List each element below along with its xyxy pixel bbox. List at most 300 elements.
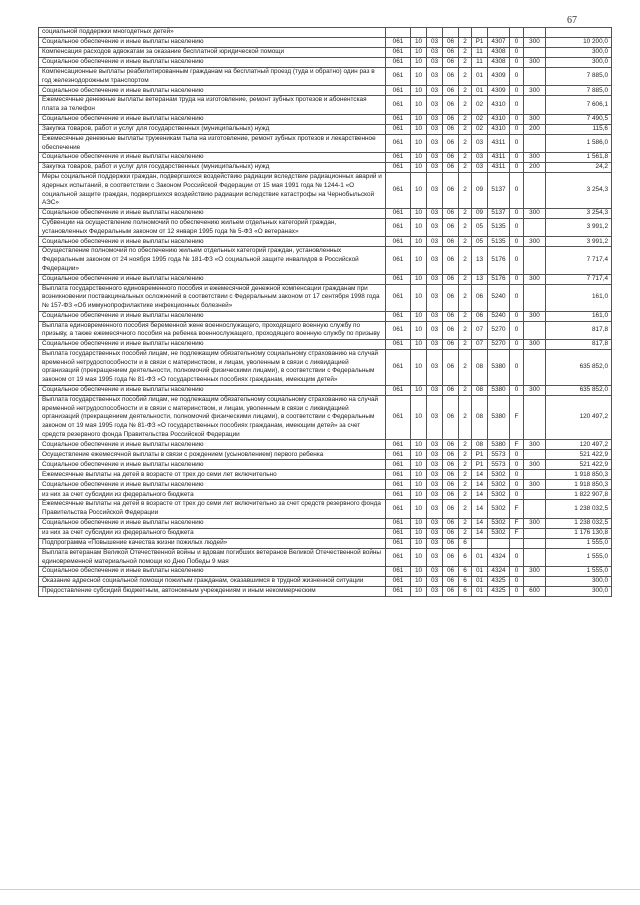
row-name: Выплата ветеранам Великой Отечественной войны и вдовам погибших ветеранов Великой Отечественной войны единовременной материальной помощи ко Дню Победы 9 мая (39, 548, 386, 566)
subprogram-code: 6 (459, 586, 472, 596)
table-row (39, 500, 612, 518)
row-amount: 1 555,0 (546, 548, 612, 566)
direction-code: 5270 (488, 321, 510, 339)
activity-code: 09 (472, 209, 488, 219)
activity-code: 03 (472, 163, 488, 173)
subprogram-code: 2 (459, 247, 472, 274)
section-code: 10 (411, 518, 427, 528)
expense-type-code: 300 (524, 209, 546, 219)
section-code: 10 (411, 163, 427, 173)
expense-type-code (524, 134, 546, 152)
ministry-code: 061 (386, 284, 411, 311)
fund-code: 0 (510, 237, 524, 247)
subsection-code: 03 (427, 490, 443, 500)
expense-type-code (524, 538, 546, 548)
direction-code: 5270 (488, 340, 510, 350)
expense-type-code (524, 173, 546, 209)
subprogram-code: 2 (459, 311, 472, 321)
row-name: Ежемесячные выплаты на детей в возрасте от трех до семи лет включительно (39, 470, 386, 480)
fund-code: 0 (510, 460, 524, 470)
row-name: Социальное обеспечение и иные выплаты населению (39, 460, 386, 470)
subprogram-code: 2 (459, 209, 472, 219)
table-row (39, 284, 612, 311)
program-code: 06 (443, 247, 459, 274)
row-name: Закупка товаров, работ и услуг для государственных (муниципальных) нужд (39, 124, 386, 134)
ministry-code: 061 (386, 567, 411, 577)
row-name: Выплата государственных пособий лицам, не подлежащим обязательному социальному страхованию на случай временной нетрудоспособности и в связи с материнством, и лицам, уволенным в связи с ликвидацией организаций (прекращением деятельности, полномочий физическими лицами), в соответствии с Федеральным законом от 19 мая 1995 года № 81-ФЗ «О государственных пособиях гражданам, имеющим детей» за счет средств резервного фонда Правительства Российской Федерации (39, 395, 386, 440)
ministry-code: 061 (386, 219, 411, 237)
row-name: Компенсационные выплаты реабилитированным гражданам на бесплатный проезд (туда и обратно) один раз в год железнодорожным транспортом (39, 68, 386, 86)
expense-type-code (524, 219, 546, 237)
subsection-code: 03 (427, 96, 443, 114)
section-code: 10 (411, 68, 427, 86)
row-name: Выплата государственных пособий лицам, не подлежащим обязательному социальному страхованию на случай временной нетрудоспособности и в связи с материнством, и лицам, уволенным в связи с ликвидацией организаций (прекращением деятельности, полномочий физическими лицами), в соответствии с Федеральным законом от 19 мая 1995 года № 81-ФЗ «О государственных пособиях гражданам, имеющим детей» (39, 350, 386, 386)
row-amount: 120 497,2 (546, 395, 612, 440)
table-row (39, 567, 612, 577)
direction-code: 4309 (488, 86, 510, 96)
program-code: 06 (443, 460, 459, 470)
program-code: 06 (443, 173, 459, 209)
table-row (39, 86, 612, 96)
direction-code: 5240 (488, 311, 510, 321)
subsection-code: 03 (427, 480, 443, 490)
direction-code: 5176 (488, 247, 510, 274)
ministry-code: 061 (386, 114, 411, 124)
activity-code (472, 538, 488, 548)
direction-code (488, 538, 510, 548)
direction-code: 4308 (488, 48, 510, 58)
expense-type-code: 300 (524, 153, 546, 163)
row-amount: 300,0 (546, 48, 612, 58)
row-amount: 7 717,4 (546, 247, 612, 274)
expense-type-code: 300 (524, 385, 546, 395)
expense-type-code: 300 (524, 518, 546, 528)
fund-code: 0 (510, 38, 524, 48)
table-row (39, 440, 612, 450)
section-code: 10 (411, 209, 427, 219)
ministry-code: 061 (386, 38, 411, 48)
fund-code (510, 538, 524, 548)
table-row (39, 528, 612, 538)
subprogram-code: 6 (459, 548, 472, 566)
section-code: 10 (411, 500, 427, 518)
table-row (39, 38, 612, 48)
subsection-code: 03 (427, 173, 443, 209)
expense-type-code: 600 (524, 586, 546, 596)
row-amount: 1 555,0 (546, 567, 612, 577)
fund-code (510, 28, 524, 38)
row-name: Предоставление субсидий бюджетным, автономным учреждениям и иным некоммерческим (39, 586, 386, 596)
row-name: Социальное обеспечение и иные выплаты населению (39, 38, 386, 48)
subsection-code: 03 (427, 528, 443, 538)
activity-code: 13 (472, 274, 488, 284)
section-code: 10 (411, 58, 427, 68)
subsection-code: 03 (427, 163, 443, 173)
program-code: 06 (443, 163, 459, 173)
direction-code: 5302 (488, 480, 510, 490)
activity-code: Р1 (472, 460, 488, 470)
subprogram-code: 2 (459, 86, 472, 96)
subprogram-code: 6 (459, 567, 472, 577)
expense-type-code (524, 28, 546, 38)
section-code: 10 (411, 96, 427, 114)
subsection-code: 03 (427, 237, 443, 247)
fund-code: F (510, 528, 524, 538)
subsection-code (427, 28, 443, 38)
expense-type-code (524, 48, 546, 58)
subsection-code: 03 (427, 450, 443, 460)
subsection-code: 03 (427, 340, 443, 350)
fund-code: 0 (510, 219, 524, 237)
table-row (39, 209, 612, 219)
direction-code: 4324 (488, 567, 510, 577)
fund-code: 0 (510, 114, 524, 124)
row-name: Осуществление полномочий по обеспечению жильем отдельных категорий граждан, установленных Федеральным законом от 24 ноября 1995 года № 181-ФЗ «О социальной защите инвалидов в Российской Федерации» (39, 247, 386, 274)
ministry-code: 061 (386, 490, 411, 500)
section-code: 10 (411, 567, 427, 577)
table-row (39, 153, 612, 163)
fund-code: 0 (510, 490, 524, 500)
direction-code: 4325 (488, 586, 510, 596)
subsection-code: 03 (427, 385, 443, 395)
table-row (39, 490, 612, 500)
table-row (39, 134, 612, 152)
row-name: Оказание адресной социальной помощи пожилым гражданам, оказавшимся в трудной жизненной ситуации (39, 577, 386, 587)
activity-code: 02 (472, 96, 488, 114)
row-amount: 1 561,8 (546, 153, 612, 163)
subprogram-code: 2 (459, 274, 472, 284)
activity-code: 01 (472, 86, 488, 96)
fund-code: 0 (510, 311, 524, 321)
row-amount: 1 918 850,3 (546, 470, 612, 480)
activity-code: 08 (472, 385, 488, 395)
program-code: 06 (443, 548, 459, 566)
activity-code: 09 (472, 173, 488, 209)
fund-code: 0 (510, 68, 524, 86)
ministry-code: 061 (386, 96, 411, 114)
ministry-code: 061 (386, 153, 411, 163)
subprogram-code (459, 28, 472, 38)
subsection-code: 03 (427, 153, 443, 163)
fund-code: 0 (510, 96, 524, 114)
ministry-code: 061 (386, 500, 411, 518)
ministry-code: 061 (386, 163, 411, 173)
row-amount: 1 238 032,5 (546, 500, 612, 518)
section-code: 10 (411, 470, 427, 480)
activity-code: 02 (472, 124, 488, 134)
row-amount: 115,6 (546, 124, 612, 134)
section-code: 10 (411, 219, 427, 237)
row-amount: 120 497,2 (546, 440, 612, 450)
program-code: 06 (443, 284, 459, 311)
expense-type-code: 300 (524, 114, 546, 124)
activity-code: 14 (472, 470, 488, 480)
direction-code: 4310 (488, 96, 510, 114)
program-code: 06 (443, 490, 459, 500)
subprogram-code: 2 (459, 237, 472, 247)
activity-code: Р1 (472, 450, 488, 460)
table-row (39, 28, 612, 38)
activity-code: 08 (472, 350, 488, 386)
activity-code: 03 (472, 134, 488, 152)
row-name: Социальное обеспечение и иные выплаты населению (39, 440, 386, 450)
section-code: 10 (411, 460, 427, 470)
subprogram-code: 2 (459, 528, 472, 538)
subprogram-code: 6 (459, 538, 472, 548)
table-row (39, 48, 612, 58)
row-name: Ежемесячные выплаты на детей в возрасте от трех до семи лет включительно за счет средств резервного фонда Правительства Российской Федерации (39, 500, 386, 518)
expense-type-code: 300 (524, 38, 546, 48)
expense-type-code: 200 (524, 124, 546, 134)
fund-code: 0 (510, 470, 524, 480)
program-code: 06 (443, 395, 459, 440)
row-amount: 635 852,0 (546, 385, 612, 395)
direction-code: 5137 (488, 173, 510, 209)
row-name: Субвенции на осуществление полномочий по обеспечению жильем отдельных категорий граждан, установленных Федеральным законом от 12 января 1995 года № 5-ФЗ «О ветеранах» (39, 219, 386, 237)
activity-code: 01 (472, 567, 488, 577)
activity-code: 14 (472, 480, 488, 490)
direction-code: 4311 (488, 163, 510, 173)
section-code: 10 (411, 340, 427, 350)
expense-type-code (524, 247, 546, 274)
ministry-code: 061 (386, 311, 411, 321)
row-amount: 521 422,9 (546, 450, 612, 460)
fund-code: 0 (510, 58, 524, 68)
program-code: 06 (443, 134, 459, 152)
direction-code: 5135 (488, 237, 510, 247)
fund-code: 0 (510, 284, 524, 311)
activity-code: 05 (472, 219, 488, 237)
row-amount: 817,8 (546, 340, 612, 350)
ministry-code: 061 (386, 237, 411, 247)
fund-code: 0 (510, 173, 524, 209)
subsection-code: 03 (427, 58, 443, 68)
row-amount: 7 885,0 (546, 86, 612, 96)
subprogram-code: 2 (459, 163, 472, 173)
subsection-code: 03 (427, 68, 443, 86)
ministry-code: 061 (386, 274, 411, 284)
ministry-code: 061 (386, 395, 411, 440)
fund-code: 0 (510, 48, 524, 58)
subprogram-code: 2 (459, 470, 472, 480)
program-code: 06 (443, 237, 459, 247)
subsection-code: 03 (427, 440, 443, 450)
row-name: Компенсация расходов адвокатам за оказание бесплатной юридической помощи (39, 48, 386, 58)
expense-type-code (524, 470, 546, 480)
table-row (39, 518, 612, 528)
fund-code: 0 (510, 340, 524, 350)
budget-table-body (39, 28, 612, 597)
page-bottom-rule (0, 889, 640, 890)
section-code: 10 (411, 385, 427, 395)
activity-code: 14 (472, 500, 488, 518)
subsection-code: 03 (427, 567, 443, 577)
direction-code: 5380 (488, 385, 510, 395)
direction-code: 4311 (488, 134, 510, 152)
row-amount: 521 422,9 (546, 460, 612, 470)
direction-code: 5240 (488, 284, 510, 311)
direction-code: 4311 (488, 153, 510, 163)
row-name: Подпрограмма «Повышение качества жизни пожилых людей» (39, 538, 386, 548)
expense-type-code (524, 321, 546, 339)
section-code: 10 (411, 311, 427, 321)
ministry-code: 061 (386, 68, 411, 86)
row-amount: 7 490,5 (546, 114, 612, 124)
subsection-code: 03 (427, 548, 443, 566)
row-name: Меры социальной поддержки граждан, подвергшихся воздействию радиации вследствие радиационных аварий и ядерных испытаний, в соответствии с Законом Российской Федерации от 15 мая 1991 года № 1244-1 «О социальной защите граждан, подвергшихся воздействию радиации вследствие катастрофы на Чернобыльской АЭС» (39, 173, 386, 209)
section-code: 10 (411, 274, 427, 284)
direction-code: 5137 (488, 209, 510, 219)
section-code: 10 (411, 440, 427, 450)
subprogram-code: 2 (459, 124, 472, 134)
fund-code: F (510, 440, 524, 450)
table-row (39, 124, 612, 134)
row-name: из них за счет субсидии из федерального бюджета (39, 528, 386, 538)
section-code: 10 (411, 480, 427, 490)
program-code (443, 28, 459, 38)
subsection-code: 03 (427, 470, 443, 480)
section-code: 10 (411, 247, 427, 274)
activity-code: 14 (472, 518, 488, 528)
row-name: Ежемесячные денежные выплаты ветеранам труда на изготовление, ремонт зубных протезов и абонентская плата за телефон (39, 96, 386, 114)
row-name: из них за счет субсидии из федерального бюджета (39, 490, 386, 500)
expense-type-code (524, 528, 546, 538)
activity-code: 02 (472, 114, 488, 124)
row-name: Выплата государственного единовременного пособия и ежемесячной денежной компенсации гражданам при возникновении поствакцинальных осложнений в соответствии с Федеральным законом от 17 сентября 1998 года № 157-ФЗ «Об иммунопрофилактике инфекционных болезней» (39, 284, 386, 311)
fund-code: 0 (510, 480, 524, 490)
subprogram-code: 2 (459, 395, 472, 440)
fund-code: F (510, 518, 524, 528)
subsection-code: 03 (427, 38, 443, 48)
table-row (39, 385, 612, 395)
fund-code: 0 (510, 153, 524, 163)
row-name: Социальное обеспечение и иные выплаты населению (39, 209, 386, 219)
expense-type-code: 300 (524, 480, 546, 490)
direction-code: 5380 (488, 395, 510, 440)
subsection-code: 03 (427, 114, 443, 124)
table-row (39, 340, 612, 350)
table-row (39, 480, 612, 490)
ministry-code: 061 (386, 350, 411, 386)
subprogram-code: 6 (459, 577, 472, 587)
direction-code: 4309 (488, 68, 510, 86)
row-amount (546, 28, 612, 38)
program-code: 06 (443, 586, 459, 596)
fund-code: 0 (510, 274, 524, 284)
direction-code: 4308 (488, 58, 510, 68)
activity-code: 06 (472, 284, 488, 311)
direction-code: 4310 (488, 124, 510, 134)
ministry-code: 061 (386, 586, 411, 596)
row-amount: 24,2 (546, 163, 612, 173)
ministry-code: 061 (386, 124, 411, 134)
program-code: 06 (443, 518, 459, 528)
ministry-code: 061 (386, 247, 411, 274)
row-name: Выплата единовременного пособия беременной жене военнослужащего, проходящего военную службу по призыву, а также ежемесячного пособия на ребенка военнослужащего, проходящего военную службу по призыву (39, 321, 386, 339)
activity-code: 13 (472, 247, 488, 274)
subprogram-code: 2 (459, 450, 472, 460)
ministry-code: 061 (386, 440, 411, 450)
row-amount: 3 254,3 (546, 173, 612, 209)
row-name: Социальное обеспечение и иные выплаты населению (39, 567, 386, 577)
program-code: 06 (443, 38, 459, 48)
row-amount: 3 991,2 (546, 219, 612, 237)
direction-code: 4325 (488, 577, 510, 587)
subsection-code: 03 (427, 311, 443, 321)
ministry-code: 061 (386, 450, 411, 460)
subsection-code: 03 (427, 460, 443, 470)
subprogram-code: 2 (459, 173, 472, 209)
section-code: 10 (411, 134, 427, 152)
row-amount: 300,0 (546, 58, 612, 68)
program-code: 06 (443, 114, 459, 124)
program-code: 06 (443, 340, 459, 350)
subsection-code: 03 (427, 577, 443, 587)
ministry-code: 061 (386, 173, 411, 209)
program-code: 06 (443, 321, 459, 339)
row-amount: 3 991,2 (546, 237, 612, 247)
table-row (39, 173, 612, 209)
direction-code: 4307 (488, 38, 510, 48)
program-code: 06 (443, 470, 459, 480)
subsection-code: 03 (427, 86, 443, 96)
row-name: Социальное обеспечение и иные выплаты населению (39, 385, 386, 395)
section-code (411, 28, 427, 38)
table-row (39, 219, 612, 237)
subsection-code: 03 (427, 274, 443, 284)
ministry-code: 061 (386, 340, 411, 350)
expense-type-code (524, 350, 546, 386)
subsection-code: 03 (427, 586, 443, 596)
fund-code: 0 (510, 350, 524, 386)
expense-type-code: 300 (524, 311, 546, 321)
row-name: Социальное обеспечение и иные выплаты населению (39, 86, 386, 96)
direction-code: 5176 (488, 274, 510, 284)
section-code: 10 (411, 237, 427, 247)
row-name: социальной поддержки многодетных детей» (39, 28, 386, 38)
table-row (39, 538, 612, 548)
subsection-code: 03 (427, 395, 443, 440)
subprogram-code: 2 (459, 490, 472, 500)
subsection-code: 03 (427, 48, 443, 58)
direction-code: 5302 (488, 528, 510, 538)
section-code: 10 (411, 321, 427, 339)
direction-code: 5302 (488, 518, 510, 528)
row-name: Осуществление ежемесячной выплаты в связи с рождением (усыновлением) первого ребенка (39, 450, 386, 460)
row-amount: 1 918 850,3 (546, 480, 612, 490)
ministry-code: 061 (386, 577, 411, 587)
table-row (39, 321, 612, 339)
expense-type-code (524, 548, 546, 566)
row-name: Социальное обеспечение и иные выплаты населению (39, 114, 386, 124)
activity-code: 03 (472, 153, 488, 163)
fund-code: 0 (510, 163, 524, 173)
row-amount: 817,8 (546, 321, 612, 339)
activity-code: 06 (472, 311, 488, 321)
program-code: 06 (443, 528, 459, 538)
program-code: 06 (443, 450, 459, 460)
activity-code: 14 (472, 490, 488, 500)
table-row (39, 450, 612, 460)
fund-code: F (510, 500, 524, 518)
expense-type-code: 300 (524, 58, 546, 68)
table-row (39, 163, 612, 173)
fund-code: 0 (510, 247, 524, 274)
program-code: 06 (443, 58, 459, 68)
row-amount: 1 176 130,8 (546, 528, 612, 538)
fund-code: 0 (510, 321, 524, 339)
subprogram-code: 2 (459, 153, 472, 163)
